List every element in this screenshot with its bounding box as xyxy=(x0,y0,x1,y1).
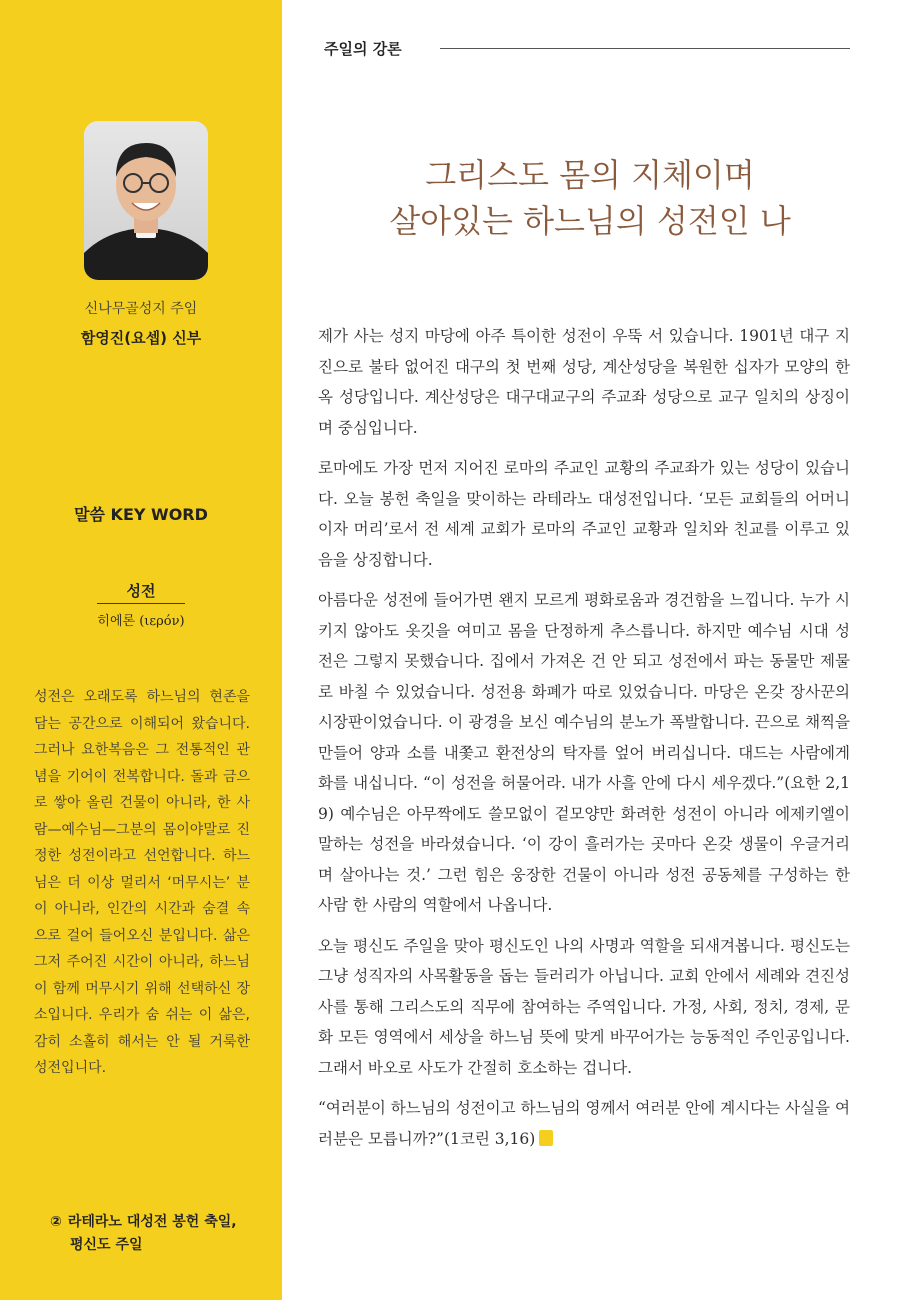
body-paragraph-closing xyxy=(318,1093,850,1154)
sidebar xyxy=(0,0,282,1300)
article-title-line2: 살아있는 하느님의 성전인 나 xyxy=(389,202,791,240)
liturgical-day xyxy=(50,1211,260,1257)
section-label: 주일의 강론 xyxy=(324,40,402,58)
article-title xyxy=(300,152,880,244)
priest-portrait-icon xyxy=(84,121,208,280)
body-paragraph: 아름다운 성전에 들어가면 왠지 모르게 평화로움과 경건함을 느낍니다. 누가 시키지 않아도 옷깃을 여미고 몸을 단정하게 추스릅니다. 하지만 예수님 시대 성전은 그렇지 못했습니다. 집에서 가져온 건 안 되고 성전에서 파는 동물만 제물로 바칠 수 있었습니다. 성전용 화폐가 따로 있었습니다. 마당은 온갖 장사꾼의 시장판이었습니다. 이 광경을 보신 예수님의 분노가 폭발합니다. 끈으로 채찍을 만들어 양과 소를 내쫓고 환전상의 탁자를 엎어 버리십니다. 대드는 사람에게 화를 내십니다. “이 성전을 허물어라. 내가 사흘 안에 다시 세우겠다.”(요한 2,19) 예수님은 아무짝에도 쓸모없이 겉모양만 화려한 성전이 아니라 에제키엘이 말하는 성전을 바라셨습니다. ‘이 강이 흘러가는 곳마다 온갖 생물이 우글거리며 살아나는 것.’ 그런 힘은 웅장한 건물이 아니라 성전 공동체를 구성하는 한 사람 한 사람의 역할에서 나옵니다. xyxy=(318,591,850,914)
author-name: 함영진(요셉) 신부 xyxy=(80,329,202,347)
article-title-line1: 그리스도 몸의 지체이며 xyxy=(425,156,755,194)
body-paragraph: 제가 사는 성지 마당에 아주 특이한 성전이 우뚝 서 있습니다. 1901년 대구 지진으로 불타 없어진 대구의 첫 번째 성당, 계산성당을 복원한 십자가 모양의 한옥 성당입니다. 계산성당은 대구대교구의 주교좌 성당으로 교구 일치의 상징이며 중심입니다. xyxy=(318,327,850,437)
keyword-heading: 말씀 KEY WORD xyxy=(74,505,208,524)
liturgical-day-line1: 라테라노 대성전 봉헌 축일, xyxy=(67,1214,237,1230)
liturgical-day-line2: 평신도 주일 xyxy=(70,1237,143,1253)
body-paragraph: 로마에도 가장 먼저 지어진 로마의 주교인 교황의 주교좌가 있는 성당이 있습니다. 오늘 봉헌 축일을 맞이하는 라테라노 대성전입니다. ‘모든 교회들의 어머니이자 머리’로서 전 세계 교회가 로마의 주교인 교황과 일치와 친교를 이루고 있음을 상징합니다. xyxy=(318,459,850,569)
keyword-body: 성전은 오래도록 하느님의 현존을 담는 공간으로 이해되어 왔습니다. 그러나 요한복음은 그 전통적인 관념을 기어이 전복합니다. 돌과 금으로 쌓아 올린 건물이 아니라, 한 사람—예수님—그분의 몸이야말로 진정한 성전이라고 선언합니다. 하느님은 더 이상 멀리서 ‘머무시는’ 분이 아니라, 인간의 시간과 숨결 속으로 걸어 들어오신 분입니다. 삶은 그저 주어진 시간이 아니라, 하느님이 함께 머무시기 위해 선택하신 장소입니다. 우리가 숨 쉬는 이 삶은, 감히 소홀히 해서는 안 될 거룩한 성전입니다. xyxy=(34,689,250,1076)
body-paragraph: 오늘 평신도 주일을 맞아 평신도인 나의 사명과 역할을 되새겨봅니다. 평신도는 그냥 성직자의 사목활동을 돕는 들러리가 아닙니다. 교회 안에서 세례와 견진성사를 통해 그리스도의 직무에 참여하는 주역입니다. 가정, 사회, 정치, 경제, 문화 모든 영역에서 세상을 하느님 뜻에 맞게 바꾸어가는 능동적인 주인공입니다. 그래서 바오로 사도가 간절히 호소하는 겁니다. xyxy=(318,936,850,1077)
author-role: 신나무골성지 주임 xyxy=(84,301,198,317)
author-photo xyxy=(84,121,208,280)
keyword-term: 성전 xyxy=(126,582,156,600)
keyword-divider xyxy=(97,603,185,604)
article-body xyxy=(318,321,850,1164)
header-divider xyxy=(440,48,850,49)
liturgical-day-number: ② xyxy=(50,1214,62,1230)
end-mark-icon xyxy=(539,1130,553,1146)
keyword-gloss: 히에론 (ιερόν) xyxy=(97,614,185,629)
closing-quote: “여러분이 하느님의 성전이고 하느님의 영께서 여러분 안에 계시다는 사실을 여러분은 모릅니까?”(1코린 3,16) xyxy=(318,1099,850,1148)
